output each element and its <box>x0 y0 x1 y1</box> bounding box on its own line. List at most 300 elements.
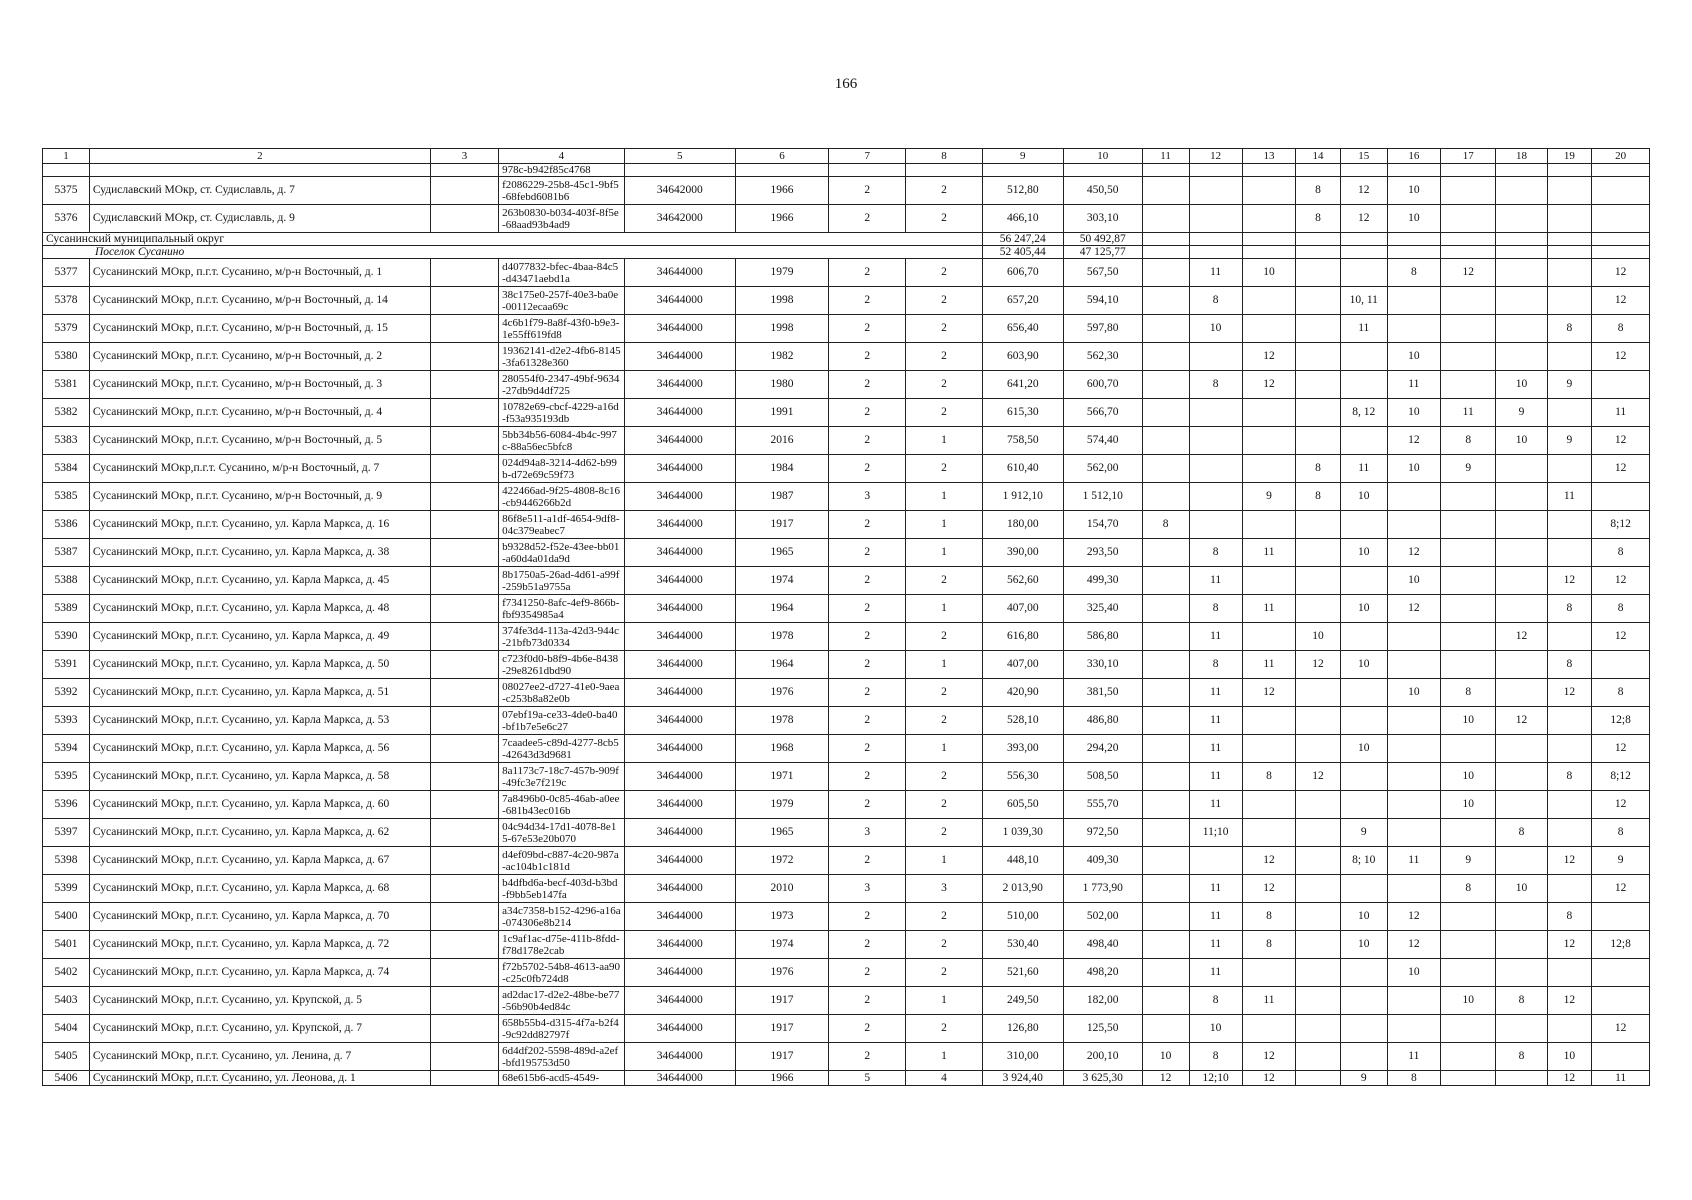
cell-col-15 <box>1340 791 1387 819</box>
column-number-3: 3 <box>430 149 498 164</box>
cell-col-3 <box>430 343 498 371</box>
table-row <box>43 399 1650 427</box>
cell-oktmo: 34644000 <box>624 1043 735 1071</box>
cell-col-13: 8 <box>1242 903 1295 931</box>
cell-col-3 <box>430 875 498 903</box>
cell-col-19 <box>1547 791 1592 819</box>
cell-col-3 <box>430 679 498 707</box>
cell-col-18 <box>1496 1071 1547 1086</box>
cell-total-area: 521,60 <box>982 959 1063 987</box>
cell-col-16: 8 <box>1387 259 1440 287</box>
cell-row-number: 5390 <box>43 623 90 651</box>
cell-address: Сусанинский МОкр, п.г.т. Сусанино, ул. Карла Маркса, д. 70 <box>89 903 430 931</box>
cell-col-19 <box>1547 259 1592 287</box>
cell-col-11 <box>1142 959 1189 987</box>
cell-empty <box>1340 164 1387 177</box>
cell-total-area: 180,00 <box>982 511 1063 539</box>
cell-row-number: 5385 <box>43 483 90 511</box>
cell-entrances: 3 <box>906 875 983 903</box>
cell-col-16: 10 <box>1387 399 1440 427</box>
group-living-area: 47 125,77 <box>1063 246 1142 259</box>
cell-col-19: 10 <box>1547 1043 1592 1071</box>
cell-col-3 <box>430 315 498 343</box>
cell-entrances: 1 <box>906 427 983 455</box>
cell-col-17: 8 <box>1440 427 1495 455</box>
column-number-14: 14 <box>1296 149 1341 164</box>
cell-entrances: 2 <box>906 455 983 483</box>
cell-col-17 <box>1440 567 1495 595</box>
cell-col-12: 11 <box>1189 791 1242 819</box>
cell-living-area: 409,30 <box>1063 847 1142 875</box>
cell-col-17 <box>1440 483 1495 511</box>
cell-year: 1974 <box>735 931 829 959</box>
cell-living-area: 597,80 <box>1063 315 1142 343</box>
cell-col-17: 9 <box>1440 847 1495 875</box>
cell-col-11 <box>1142 539 1189 567</box>
column-number-18: 18 <box>1496 149 1547 164</box>
cell-col-20 <box>1592 205 1650 233</box>
cell-col-14: 8 <box>1296 177 1341 205</box>
cell-col-12: 11 <box>1189 931 1242 959</box>
cell-col-15: 10 <box>1340 931 1387 959</box>
cell-col-18: 9 <box>1496 399 1547 427</box>
cell-col-11 <box>1142 651 1189 679</box>
cell-entrances: 2 <box>906 371 983 399</box>
cell-col-3 <box>430 1071 498 1086</box>
cell-total-area: 1 912,10 <box>982 483 1063 511</box>
cell-col-17: 12 <box>1440 259 1495 287</box>
cell-col-13: 12 <box>1242 679 1295 707</box>
cell-guid: 07ebf19a-ce33-4de0-ba40-bf1b7e5e6c27 <box>499 707 625 735</box>
table-row <box>43 427 1650 455</box>
cell-row-number: 5397 <box>43 819 90 847</box>
cell-oktmo: 34644000 <box>624 427 735 455</box>
cell-col-19 <box>1547 205 1592 233</box>
cell-col-19: 12 <box>1547 679 1592 707</box>
cell-col-18 <box>1496 903 1547 931</box>
cell-living-area: 486,80 <box>1063 707 1142 735</box>
cell-empty <box>906 164 983 177</box>
cell-year: 1998 <box>735 287 829 315</box>
cell-col-12: 11;10 <box>1189 819 1242 847</box>
cell-col-3 <box>430 595 498 623</box>
cell-empty <box>43 164 90 177</box>
cell-col-13 <box>1242 315 1295 343</box>
cell-col-18: 10 <box>1496 875 1547 903</box>
cell-col-16 <box>1387 623 1440 651</box>
cell-col-14 <box>1296 259 1341 287</box>
cell-col-11 <box>1142 287 1189 315</box>
cell-year: 1978 <box>735 623 829 651</box>
cell-entrances: 1 <box>906 483 983 511</box>
cell-col-18 <box>1496 1015 1547 1043</box>
cell-col-3 <box>430 735 498 763</box>
cell-living-area: 498,20 <box>1063 959 1142 987</box>
cell-total-area: 510,00 <box>982 903 1063 931</box>
cell-col-13: 12 <box>1242 847 1295 875</box>
cell-col-13 <box>1242 511 1295 539</box>
cell-empty <box>1387 164 1440 177</box>
cell-col-3 <box>430 1043 498 1071</box>
cell-col-16: 12 <box>1387 931 1440 959</box>
cell-year: 1966 <box>735 205 829 233</box>
cell-empty <box>1242 246 1295 259</box>
cell-col-19 <box>1547 819 1592 847</box>
column-number-10: 10 <box>1063 149 1142 164</box>
cell-address: Сусанинский МОкр, п.г.т. Сусанино, ул. Карла Маркса, д. 72 <box>89 931 430 959</box>
cell-col-18 <box>1496 343 1547 371</box>
cell-col-16: 12 <box>1387 595 1440 623</box>
cell-oktmo: 34642000 <box>624 177 735 205</box>
cell-total-area: 390,00 <box>982 539 1063 567</box>
cell-col-19: 8 <box>1547 763 1592 791</box>
table-row <box>43 595 1650 623</box>
cell-col-15: 10 <box>1340 903 1387 931</box>
cell-col-19 <box>1547 511 1592 539</box>
cell-col-3 <box>430 819 498 847</box>
cell-living-area: 566,70 <box>1063 399 1142 427</box>
cell-row-number: 5377 <box>43 259 90 287</box>
cell-col-15 <box>1340 567 1387 595</box>
cell-oktmo: 34644000 <box>624 287 735 315</box>
cell-col-19: 8 <box>1547 315 1592 343</box>
cell-col-11 <box>1142 791 1189 819</box>
cell-col-11: 10 <box>1142 1043 1189 1071</box>
cell-year: 1991 <box>735 399 829 427</box>
cell-col-3 <box>430 931 498 959</box>
cell-col-13: 12 <box>1242 371 1295 399</box>
cell-total-area: 249,50 <box>982 987 1063 1015</box>
cell-col-14: 8 <box>1296 455 1341 483</box>
cell-total-area: 605,50 <box>982 791 1063 819</box>
cell-guid: 374fe3d4-113a-42d3-944c-21bfb73d0334 <box>499 623 625 651</box>
cell-col-13: 10 <box>1242 259 1295 287</box>
cell-col-18 <box>1496 511 1547 539</box>
cell-floors: 2 <box>829 1043 906 1071</box>
column-number-12: 12 <box>1189 149 1242 164</box>
cell-address: Сусанинский МОкр, п.г.т. Сусанино, м/р-н Восточный, д. 4 <box>89 399 430 427</box>
cell-empty <box>1547 246 1592 259</box>
cell-oktmo: 34644000 <box>624 707 735 735</box>
cell-col-15 <box>1340 1015 1387 1043</box>
cell-total-area: 562,60 <box>982 567 1063 595</box>
cell-col-18: 8 <box>1496 987 1547 1015</box>
cell-entrances: 2 <box>906 931 983 959</box>
cell-col-13 <box>1242 707 1295 735</box>
cell-col-15: 11 <box>1340 315 1387 343</box>
cell-col-12 <box>1189 847 1242 875</box>
cell-col-11 <box>1142 623 1189 651</box>
cell-address: Сусанинский МОкр, п.г.т. Сусанино, м/р-н Восточный, д. 5 <box>89 427 430 455</box>
cell-col-19: 12 <box>1547 1071 1592 1086</box>
cell-col-20: 12 <box>1592 259 1650 287</box>
cell-col-11 <box>1142 259 1189 287</box>
cell-col-18: 8 <box>1496 1043 1547 1071</box>
cell-living-area: 567,50 <box>1063 259 1142 287</box>
cell-year: 1982 <box>735 343 829 371</box>
cell-year: 1980 <box>735 371 829 399</box>
cell-address: Сусанинский МОкр, п.г.т. Сусанино, ул. Карла Маркса, д. 38 <box>89 539 430 567</box>
cell-year: 1987 <box>735 483 829 511</box>
cell-total-area: 606,70 <box>982 259 1063 287</box>
cell-col-15: 11 <box>1340 455 1387 483</box>
cell-col-19 <box>1547 177 1592 205</box>
cell-col-14 <box>1296 315 1341 343</box>
cell-col-19 <box>1547 875 1592 903</box>
cell-col-16: 10 <box>1387 177 1440 205</box>
cell-col-13: 8 <box>1242 763 1295 791</box>
table-row <box>43 931 1650 959</box>
cell-guid: 5bb34b56-6084-4b4c-997c-88a56ec5bfc8 <box>499 427 625 455</box>
cell-floors: 2 <box>829 679 906 707</box>
cell-col-20 <box>1592 651 1650 679</box>
table-row <box>43 1043 1650 1071</box>
cell-address: Сусанинский МОкр, п.г.т. Сусанино, ул. Карла Маркса, д. 50 <box>89 651 430 679</box>
cell-col-18 <box>1496 287 1547 315</box>
cell-floors: 5 <box>829 1071 906 1086</box>
cell-col-14 <box>1296 875 1341 903</box>
cell-total-area: 466,10 <box>982 205 1063 233</box>
cell-living-area: 330,10 <box>1063 651 1142 679</box>
cell-col-12: 8 <box>1189 987 1242 1015</box>
cell-col-18 <box>1496 847 1547 875</box>
cell-col-12: 8 <box>1189 539 1242 567</box>
cell-col-15 <box>1340 371 1387 399</box>
table-row <box>43 511 1650 539</box>
cell-guid: b4dfbd6a-becf-403d-b3bd-f9bb5eb147fa <box>499 875 625 903</box>
cell-col-17 <box>1440 539 1495 567</box>
cell-col-15: 10 <box>1340 651 1387 679</box>
cell-entrances: 2 <box>906 1015 983 1043</box>
cell-address: Сусанинский МОкр, п.г.т. Сусанино, м/р-н Восточный, д. 3 <box>89 371 430 399</box>
cell-col-18 <box>1496 735 1547 763</box>
cell-row-number: 5383 <box>43 427 90 455</box>
cell-address: Сусанинский МОкр, п.г.т. Сусанино, ул. Карла Маркса, д. 60 <box>89 791 430 819</box>
cell-col-14 <box>1296 847 1341 875</box>
cell-floors: 2 <box>829 205 906 233</box>
table-row <box>43 735 1650 763</box>
cell-col-12 <box>1189 205 1242 233</box>
cell-floors: 2 <box>829 623 906 651</box>
cell-col-15 <box>1340 959 1387 987</box>
cell-col-11: 12 <box>1142 1071 1189 1086</box>
cell-empty <box>1387 233 1440 246</box>
cell-col-12 <box>1189 343 1242 371</box>
cell-total-area: 310,00 <box>982 1043 1063 1071</box>
cell-col-11 <box>1142 763 1189 791</box>
cell-address: Сусанинский МОкр, п.г.т. Сусанино, ул. Карла Маркса, д. 68 <box>89 875 430 903</box>
cell-address: Судиславский МОкр, ст. Судиславль, д. 9 <box>89 205 430 233</box>
cell-guid: f72b5702-54b8-4613-aa90-c25c0fb724d8 <box>499 959 625 987</box>
cell-col-20: 12 <box>1592 427 1650 455</box>
cell-col-3 <box>430 371 498 399</box>
cell-col-16: 11 <box>1387 847 1440 875</box>
cell-col-13 <box>1242 177 1295 205</box>
cell-oktmo: 34644000 <box>624 455 735 483</box>
cell-col-19: 11 <box>1547 483 1592 511</box>
cell-entrances: 2 <box>906 399 983 427</box>
cell-col-11 <box>1142 707 1189 735</box>
cell-total-area: 657,20 <box>982 287 1063 315</box>
cell-col-18 <box>1496 959 1547 987</box>
cell-col-18 <box>1496 595 1547 623</box>
cell-entrances: 2 <box>906 177 983 205</box>
cell-row-number: 5386 <box>43 511 90 539</box>
cell-col-20: 12;8 <box>1592 707 1650 735</box>
cell-empty <box>982 164 1063 177</box>
cell-floors: 2 <box>829 287 906 315</box>
cell-col-16: 11 <box>1387 371 1440 399</box>
cell-col-20: 11 <box>1592 399 1650 427</box>
cell-col-15: 10 <box>1340 539 1387 567</box>
cell-col-20 <box>1592 483 1650 511</box>
table-body <box>43 149 1650 1086</box>
cell-col-15 <box>1340 343 1387 371</box>
cell-col-16 <box>1387 987 1440 1015</box>
cell-living-area: 555,70 <box>1063 791 1142 819</box>
cell-row-number: 5391 <box>43 651 90 679</box>
cell-address: Сусанинский МОкр, п.г.т. Сусанино, м/р-н Восточный, д. 9 <box>89 483 430 511</box>
cell-col-16: 10 <box>1387 679 1440 707</box>
cell-col-3 <box>430 483 498 511</box>
cell-address: Сусанинский МОкр, п.г.т. Сусанино, ул. Карла Маркса, д. 49 <box>89 623 430 651</box>
cell-col-14: 8 <box>1296 205 1341 233</box>
cell-floors: 3 <box>829 875 906 903</box>
cell-col-14 <box>1296 567 1341 595</box>
cell-entrances: 2 <box>906 259 983 287</box>
cell-guid: 19362141-d2e2-4fb6-8145-3fa61328e360 <box>499 343 625 371</box>
cell-col-16: 10 <box>1387 343 1440 371</box>
cell-col-17 <box>1440 1015 1495 1043</box>
continuation-row <box>43 164 1650 177</box>
cell-col-14 <box>1296 707 1341 735</box>
cell-col-12: 11 <box>1189 903 1242 931</box>
cell-empty <box>89 164 430 177</box>
cell-oktmo: 34644000 <box>624 539 735 567</box>
cell-living-area: 499,30 <box>1063 567 1142 595</box>
cell-col-17 <box>1440 1043 1495 1071</box>
cell-year: 1966 <box>735 177 829 205</box>
cell-guid: 1c9af1ac-d75e-411b-8fdd-f78d178e2cab <box>499 931 625 959</box>
cell-year: 1979 <box>735 791 829 819</box>
cell-col-16 <box>1387 511 1440 539</box>
cell-col-17 <box>1440 819 1495 847</box>
table-row <box>43 371 1650 399</box>
cell-guid: 04c94d34-17d1-4078-8e15-67e53e20b070 <box>499 819 625 847</box>
cell-col-11 <box>1142 819 1189 847</box>
cell-col-12: 11 <box>1189 679 1242 707</box>
cell-col-11 <box>1142 427 1189 455</box>
cell-col-18 <box>1496 763 1547 791</box>
cell-col-19 <box>1547 707 1592 735</box>
cell-year: 1971 <box>735 763 829 791</box>
cell-col-17 <box>1440 205 1495 233</box>
column-number-8: 8 <box>906 149 983 164</box>
cell-guid: 263b0830-b034-403f-8f5e-68aad93b4ad9 <box>499 205 625 233</box>
cell-living-area: 381,50 <box>1063 679 1142 707</box>
cell-col-17 <box>1440 287 1495 315</box>
cell-guid: 7caadee5-c89d-4277-8cb5-42643d3d9681 <box>499 735 625 763</box>
cell-col-18 <box>1496 791 1547 819</box>
cell-empty <box>1547 164 1592 177</box>
cell-empty <box>735 164 829 177</box>
cell-floors: 2 <box>829 959 906 987</box>
cell-living-area: 562,00 <box>1063 455 1142 483</box>
cell-address: Сусанинский МОкр, п.г.т. Сусанино, ул. Карла Маркса, д. 62 <box>89 819 430 847</box>
cell-col-19 <box>1547 287 1592 315</box>
cell-entrances: 1 <box>906 847 983 875</box>
cell-col-11 <box>1142 679 1189 707</box>
cell-entrances: 4 <box>906 1071 983 1086</box>
cell-col-17 <box>1440 623 1495 651</box>
cell-entrances: 1 <box>906 539 983 567</box>
cell-col-3 <box>430 763 498 791</box>
cell-living-area: 182,00 <box>1063 987 1142 1015</box>
cell-col-3 <box>430 287 498 315</box>
cell-col-12 <box>1189 427 1242 455</box>
cell-address: Сусанинский МОкр, п.г.т. Сусанино, ул. Карла Маркса, д. 67 <box>89 847 430 875</box>
cell-total-area: 407,00 <box>982 651 1063 679</box>
table-row <box>43 651 1650 679</box>
cell-col-19 <box>1547 343 1592 371</box>
cell-empty <box>1547 233 1592 246</box>
table-row <box>43 679 1650 707</box>
cell-col-14 <box>1296 399 1341 427</box>
cell-col-17 <box>1440 931 1495 959</box>
cell-total-area: 528,10 <box>982 707 1063 735</box>
cell-col-11: 8 <box>1142 511 1189 539</box>
cell-col-17: 11 <box>1440 399 1495 427</box>
cell-year: 2010 <box>735 875 829 903</box>
cell-col-12 <box>1189 511 1242 539</box>
cell-living-area: 1 512,10 <box>1063 483 1142 511</box>
cell-guid: c723f0d0-b8f9-4b6e-8438-29e8261dbd90 <box>499 651 625 679</box>
cell-col-16 <box>1387 651 1440 679</box>
group-label: Сусанинский муниципальный округ <box>43 233 983 246</box>
cell-oktmo: 34644000 <box>624 1015 735 1043</box>
cell-total-area: 556,30 <box>982 763 1063 791</box>
cell-col-14 <box>1296 819 1341 847</box>
cell-row-number: 5403 <box>43 987 90 1015</box>
cell-col-17: 10 <box>1440 791 1495 819</box>
cell-col-14 <box>1296 1015 1341 1043</box>
cell-guid: f7341250-8afc-4ef9-866b-fbf9354985a4 <box>499 595 625 623</box>
cell-floors: 2 <box>829 539 906 567</box>
cell-oktmo: 34642000 <box>624 205 735 233</box>
cell-floors: 2 <box>829 903 906 931</box>
cell-col-20: 9 <box>1592 847 1650 875</box>
cell-col-3 <box>430 539 498 567</box>
cell-col-12: 8 <box>1189 287 1242 315</box>
cell-row-number: 5384 <box>43 455 90 483</box>
cell-year: 1968 <box>735 735 829 763</box>
cell-empty <box>1242 233 1295 246</box>
cell-col-11 <box>1142 567 1189 595</box>
cell-living-area: 303,10 <box>1063 205 1142 233</box>
cell-row-number: 5378 <box>43 287 90 315</box>
cell-col-12: 11 <box>1189 875 1242 903</box>
cell-entrances: 2 <box>906 205 983 233</box>
cell-entrances: 1 <box>906 595 983 623</box>
cell-col-14 <box>1296 735 1341 763</box>
cell-col-18: 8 <box>1496 819 1547 847</box>
housing-register-table <box>42 148 1650 1086</box>
cell-entrances: 2 <box>906 959 983 987</box>
cell-col-14 <box>1296 371 1341 399</box>
group-total-area: 56 247,24 <box>982 233 1063 246</box>
cell-total-area: 407,00 <box>982 595 1063 623</box>
cell-address: Сусанинский МОкр, п.г.т. Сусанино, ул. Карла Маркса, д. 51 <box>89 679 430 707</box>
